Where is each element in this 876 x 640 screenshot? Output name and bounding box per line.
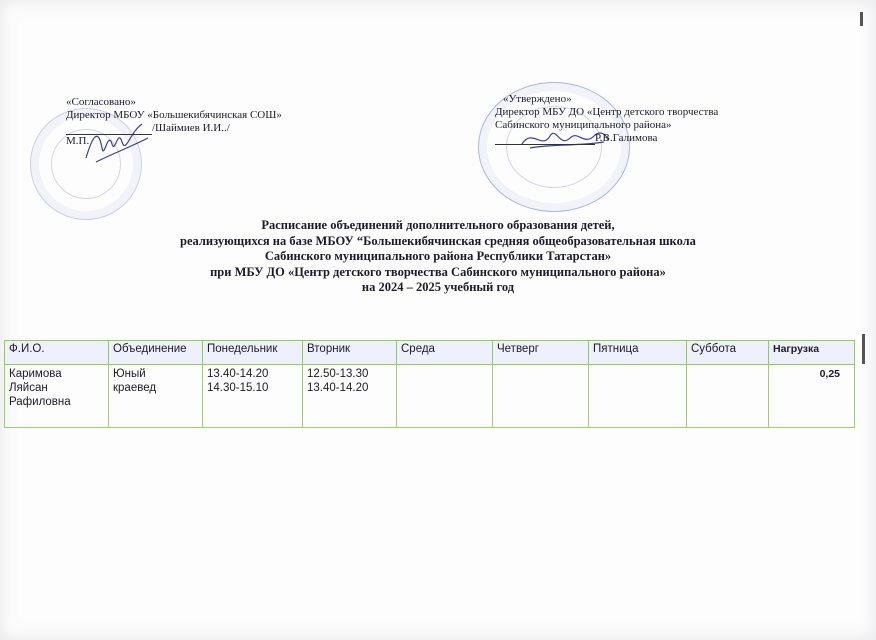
cell-thursday [493, 365, 589, 428]
signature-underline [66, 123, 152, 135]
title-line: Сабинского муниципального района Республики Татарстан» [264, 249, 612, 263]
header-tuesday: Вторник [303, 341, 397, 365]
fio-line: Ляйсан [9, 382, 48, 394]
approval-left-seal-label: М.П. [66, 135, 90, 147]
scan-mark [860, 12, 863, 26]
approval-left-heading: «Согласовано» [66, 96, 136, 108]
table-row [5, 365, 855, 428]
table-header-row [5, 341, 855, 365]
cell-fio [5, 365, 109, 428]
cell-association [109, 365, 203, 428]
fio-line: Каримова [9, 368, 62, 380]
approval-left-signature-line [66, 122, 282, 135]
header-fio: Ф.И.О. [5, 341, 109, 365]
time-slot: 13.40-14.20 [307, 382, 369, 394]
cell-monday [203, 365, 303, 428]
approval-right-position-line1: Директор МБУ ДО «Центр детского творчества [495, 106, 719, 118]
approval-right [495, 93, 718, 145]
title-line: Расписание объединений дополнительного образования детей, [261, 218, 615, 232]
signature-underline [495, 133, 595, 145]
time-slot: 14.30-15.10 [207, 382, 269, 394]
header-saturday: Суббота [687, 341, 769, 365]
approval-left [66, 96, 282, 148]
document-title [80, 218, 796, 296]
scan-mark [862, 334, 865, 364]
cell-load: 0,25 [769, 365, 855, 428]
cell-wednesday [397, 365, 493, 428]
approval-right-heading: «Утверждено» [503, 93, 572, 105]
header-association: Объединение [109, 341, 203, 365]
approval-right-position-line2: Сабинского муниципального района» [495, 119, 672, 131]
header-thursday: Четверг [493, 341, 589, 365]
approval-right-signature-line [495, 132, 718, 145]
header-wednesday: Среда [397, 341, 493, 365]
title-line: реализующихся на базе МБОУ “Большекибячинская средняя общеобразовательная школа [180, 233, 696, 248]
cell-saturday [687, 365, 769, 428]
cell-friday [589, 365, 687, 428]
header-monday: Понедельник [203, 341, 303, 365]
time-slot: 13.40-14.20 [207, 368, 269, 380]
title-line: на 2024 – 2025 учебный год [361, 280, 515, 294]
approval-right-signature-name: Р.В.Галимова [595, 132, 658, 144]
schedule-table [4, 340, 855, 428]
header-load: Нагрузка [769, 341, 855, 365]
fio-line: Рафиловна [9, 396, 71, 408]
approval-left-signature-name: /Шаймиев И.И../ [152, 122, 230, 134]
cell-tuesday [303, 365, 397, 428]
title-line: при МБУ ДО «Центр детского творчества Сабинского муниципального района» [210, 264, 666, 279]
association-line: Юный [113, 368, 146, 380]
approval-left-position: Директор МБОУ «Большекибячинская СОШ» [66, 109, 282, 121]
association-line: краевед [113, 382, 157, 394]
header-friday: Пятница [589, 341, 687, 365]
time-slot: 12.50-13.30 [307, 368, 369, 380]
